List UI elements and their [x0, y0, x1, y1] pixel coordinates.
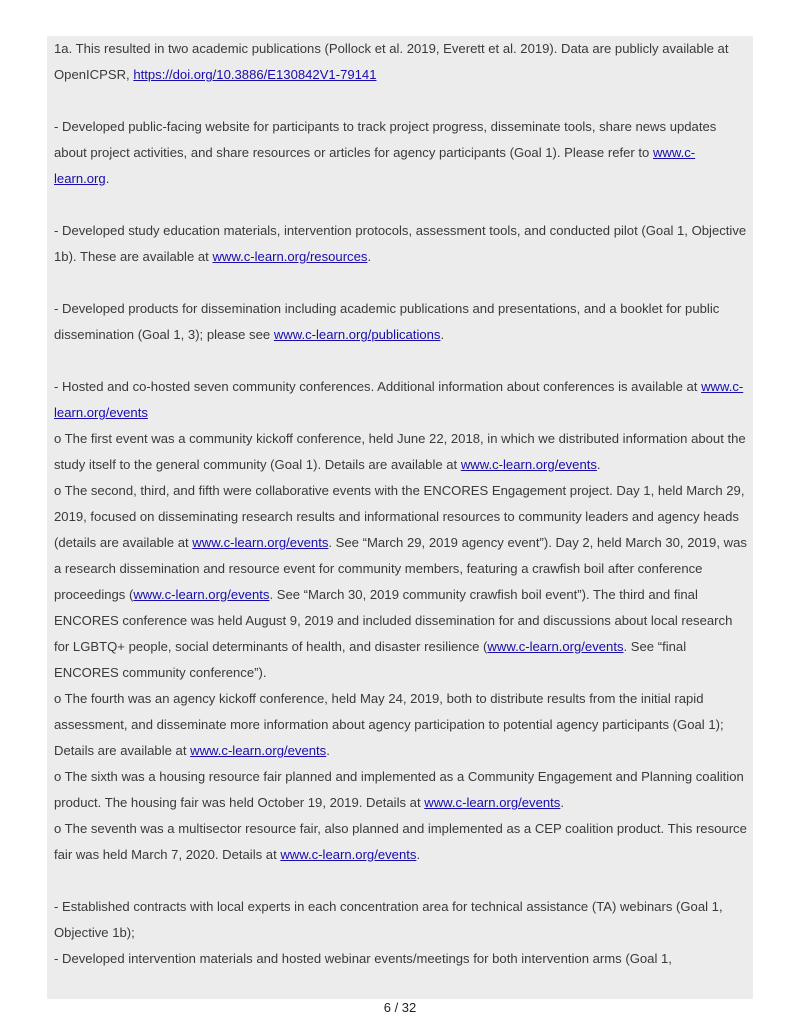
paragraph-text: - Developed public-facing website for participants to track project progress, disseminate tools, share news updates about project activities, and share resources or articles for agency participants (Goal 1). Please refer to — [54, 119, 717, 160]
bullet-first-event — [54, 426, 750, 478]
bullet-text: . See “March 29, 2019 agency event”). Day 2, held March 30, 2019, was a research dissemination and resource event for community members, featuring a crawfish boil after conference proceedings ( — [54, 535, 747, 602]
bullet-encores-events — [54, 478, 750, 686]
paragraph-intervention: - Developed intervention materials and hosted webinar events/meetings for both intervention arms (Goal 1, — [54, 951, 672, 966]
events-link[interactable]: www.c-learn.org/events — [190, 743, 327, 758]
website-link[interactable]: www.c-learn.org — [54, 145, 696, 186]
events-link[interactable]: www.c-learn.org/events — [460, 457, 597, 472]
bullet-text: . See “March 30, 2019 community crawfish boil event”). The third and final ENCORES conference was held August 9, 2019 and included dissemination for and discussions about local research for LGBTQ+ people, social determinants of health, and disaster resilience ( — [54, 587, 733, 654]
paragraph-website — [54, 114, 750, 192]
events-link[interactable]: www.c-learn.org/events — [192, 535, 329, 550]
page-number: 6 / 32 — [383, 1000, 417, 1015]
spacer — [54, 348, 750, 374]
bullet-text: . — [596, 457, 601, 472]
bullet-agency-kickoff — [54, 686, 750, 764]
document-body — [54, 36, 750, 972]
bullet-text: o The seventh was a multisector resource fair, also planned and implemented as a CEP coalition product. This resource fair was held March 7, 2020. Details at — [54, 821, 747, 862]
events-link[interactable]: www.c-learn.org/events — [54, 379, 744, 420]
doi-link[interactable]: https://doi.org/10.3886/E130842V1-79141 — [133, 67, 377, 82]
paragraph-text: - Developed products for dissemination including academic publications and presentations, and a booklet for public dissemination (Goal 1, 3); please see — [54, 301, 720, 342]
publications-link[interactable]: www.c-learn.org/publications — [273, 327, 441, 342]
paragraph-text: . — [440, 327, 445, 342]
events-link[interactable]: www.c-learn.org/events — [133, 587, 270, 602]
spacer — [54, 270, 750, 296]
bullet-text: o The second, third, and fifth were collaborative events with the ENCORES Engagement project. Day 1, held March 29, 2019, focused on disseminating research results and informational resources to community leaders and agency heads (details are available at — [54, 483, 745, 550]
bullet-text: o The first event was a community kickoff conference, held June 22, 2018, in which we distributed information about the study itself to the general community (Goal 1). Details are available at — [54, 431, 746, 472]
bullet-text: . See “final ENCORES community conference”). — [54, 639, 687, 680]
paragraph-text: - Developed study education materials, intervention protocols, assessment tools, and conducted pilot (Goal 1, Objective 1b). These are available at — [54, 223, 747, 264]
bullet-text: . — [416, 847, 421, 862]
paragraph-products — [54, 296, 750, 348]
paragraph-text: . — [105, 171, 110, 186]
events-link[interactable]: www.c-learn.org/events — [280, 847, 417, 862]
bullet-resource-fair — [54, 816, 750, 868]
paragraph-text: - Hosted and co-hosted seven community conferences. Additional information about conferences is available at — [54, 379, 702, 394]
events-link[interactable]: www.c-learn.org/events — [487, 639, 624, 654]
paragraph-publications — [54, 36, 750, 88]
resources-link[interactable]: www.c-learn.org/resources — [212, 249, 368, 264]
bullet-text: . — [326, 743, 330, 758]
bullet-text: . — [560, 795, 564, 810]
bullet-housing-fair — [54, 764, 750, 816]
paragraph-text: 1a. This resulted in two academic publications (Pollock et al. 2019, Everett et al. 2019). Data are publicly available at OpenICPSR, — [54, 41, 729, 82]
bullet-text: o The fourth was an agency kickoff conference, held May 24, 2019, both to distribute results from the initial rapid assessment, and disseminate more information about agency participation to potential agency participants (Goal 1); Details are available at — [54, 691, 724, 758]
spacer — [54, 868, 750, 894]
paragraph-conferences — [54, 374, 750, 426]
events-link[interactable]: www.c-learn.org/events — [424, 795, 561, 810]
spacer — [54, 192, 750, 218]
paragraph-text: . — [367, 249, 372, 264]
bullet-text: o The sixth was a housing resource fair planned and implemented as a Community Engagement and Planning coalition product. The housing fair was held October 19, 2019. Details at — [54, 769, 744, 810]
paragraph-education — [54, 218, 750, 270]
paragraph-contracts: - Established contracts with local experts in each concentration area for technical assistance (TA) webinars (Goal 1, Objective 1b); — [54, 899, 723, 940]
spacer — [54, 88, 750, 114]
